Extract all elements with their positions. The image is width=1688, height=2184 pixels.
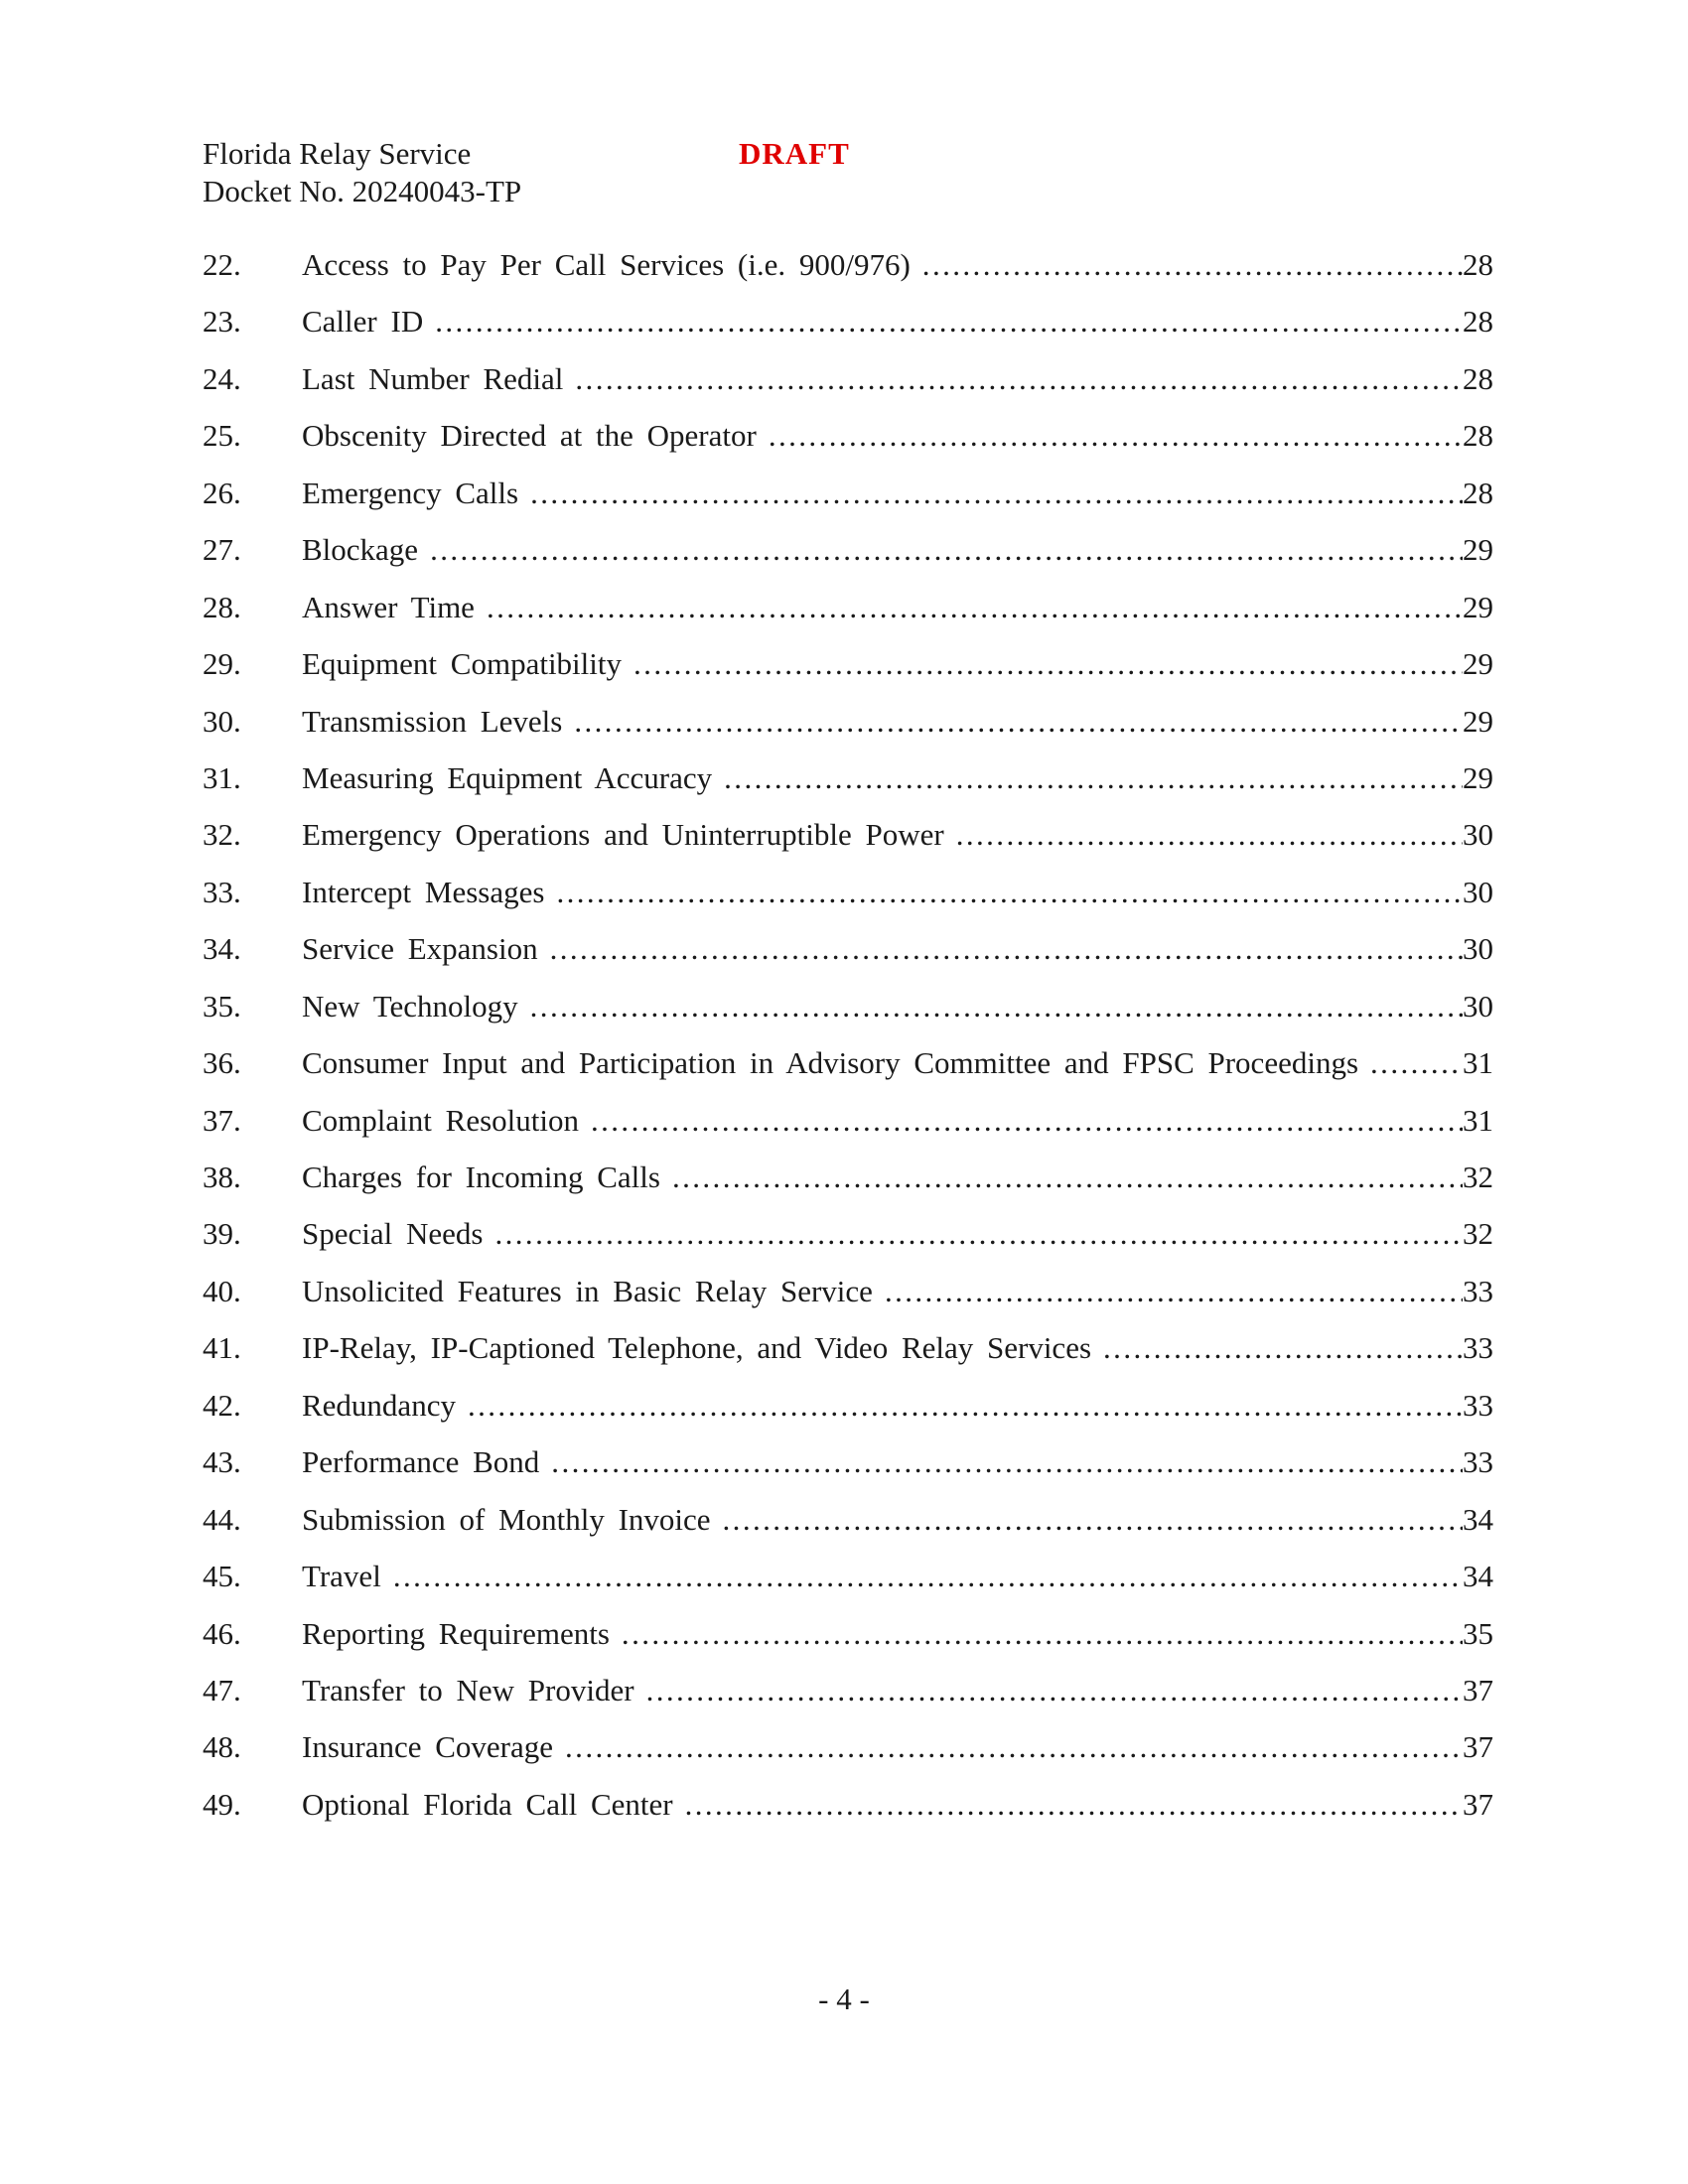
toc-entry-title: Measuring Equipment Accuracy (302, 759, 713, 795)
toc-entry-page: 30 (1463, 874, 1493, 909)
toc-entry-title: New Technology (302, 988, 518, 1024)
toc-entry-title: Emergency Calls (302, 475, 519, 510)
toc-dot-leader (393, 1558, 1463, 1595)
toc-entry-title: Performance Bond (302, 1444, 540, 1480)
toc-dot-leader (633, 645, 1463, 683)
toc-dot-leader (1103, 1329, 1463, 1367)
document-header (203, 135, 1493, 210)
toc-entry (203, 1786, 1493, 1843)
toc-dot-leader (430, 531, 1463, 569)
toc-entry-number: 38. (203, 1160, 241, 1194)
toc-entry (203, 703, 1493, 759)
toc-entry-title: Special Needs (302, 1216, 484, 1252)
toc-entry-number: 40. (203, 1273, 241, 1308)
toc-entry-page: 33 (1463, 1330, 1493, 1366)
toc-entry (203, 303, 1493, 359)
toc-entry-title: Last Number Redial (302, 360, 564, 396)
toc-entry-title: Consumer Input and Participation in Advisory Committee and FPSC Proceedings (302, 1045, 1359, 1081)
toc-dot-leader (723, 1501, 1463, 1539)
toc-entry-page: 29 (1463, 759, 1493, 795)
toc-entry-page: 31 (1463, 1102, 1493, 1138)
toc-entry-number: 36. (203, 1045, 241, 1081)
toc-entry-number: 26. (203, 475, 241, 510)
toc-entry (203, 531, 1493, 588)
toc-entry-page: 30 (1463, 817, 1493, 853)
toc-entry-number: 22. (203, 247, 241, 282)
toc-entry (203, 1044, 1493, 1101)
toc-entry (203, 1728, 1493, 1785)
toc-dot-leader (530, 988, 1463, 1025)
toc-entry-page: 28 (1463, 360, 1493, 396)
toc-entry-title: Blockage (302, 532, 419, 568)
toc-dot-leader (575, 360, 1463, 398)
toc-entry-page: 28 (1463, 304, 1493, 340)
toc-entry-page: 35 (1463, 1615, 1493, 1651)
toc-entry-title: Submission of Monthly Invoice (302, 1501, 711, 1537)
toc-dot-leader (556, 874, 1463, 911)
toc-dot-leader (551, 1443, 1463, 1481)
toc-entry (203, 1387, 1493, 1443)
toc-entry-page: 37 (1463, 1672, 1493, 1707)
toc-entry-number: 39. (203, 1216, 241, 1252)
toc-entry-page: 37 (1463, 1786, 1493, 1822)
header-organization: Florida Relay Service (203, 136, 472, 171)
toc-dot-leader (530, 475, 1463, 512)
toc-entry (203, 988, 1493, 1044)
toc-entry-title: Caller ID (302, 304, 424, 340)
toc-entry-title: Emergency Operations and Uninterruptible Power (302, 817, 944, 853)
header-docket-number: Docket No. 20240043-TP (203, 174, 522, 208)
toc-entry-number: 45. (203, 1559, 241, 1594)
toc-entry-page: 28 (1463, 247, 1493, 282)
toc-entry (203, 1329, 1493, 1386)
toc-entry-page: 33 (1463, 1444, 1493, 1480)
toc-dot-leader (646, 1672, 1463, 1709)
toc-dot-leader (591, 1102, 1463, 1140)
toc-entry-page: 33 (1463, 1387, 1493, 1423)
toc-entry (203, 475, 1493, 531)
toc-entry-title: Optional Florida Call Center (302, 1786, 673, 1822)
toc-entry-page: 28 (1463, 475, 1493, 510)
toc-entry-title: Transmission Levels (302, 703, 563, 739)
toc-entry (203, 360, 1493, 417)
toc-entry-page: 34 (1463, 1559, 1493, 1594)
toc-dot-leader (769, 417, 1463, 455)
toc-entry (203, 1558, 1493, 1614)
toc-entry (203, 417, 1493, 474)
toc-entry-title: IP-Relay, IP-Captioned Telephone, and Video Relay Services (302, 1330, 1092, 1366)
toc-entry (203, 1273, 1493, 1329)
toc-entry-page: 29 (1463, 589, 1493, 624)
toc-entry-page: 31 (1463, 1045, 1493, 1081)
toc-entry-title: Answer Time (302, 589, 475, 624)
toc-entry (203, 1615, 1493, 1672)
toc-entry-number: 34. (203, 931, 241, 967)
toc-entry-number: 35. (203, 988, 241, 1024)
toc-entry-page: 34 (1463, 1501, 1493, 1537)
toc-entry-page: 28 (1463, 418, 1493, 454)
toc-entry-number: 37. (203, 1102, 241, 1138)
toc-entry-number: 41. (203, 1330, 241, 1366)
toc-entry-number: 31. (203, 759, 241, 795)
toc-entry-title: Access to Pay Per Call Services (i.e. 900/976) (302, 247, 911, 282)
toc-entry-number: 42. (203, 1387, 241, 1423)
toc-entry (203, 1501, 1493, 1558)
toc-entry-number: 24. (203, 360, 241, 396)
toc-entry-number: 32. (203, 817, 241, 853)
toc-entry (203, 930, 1493, 987)
toc-entry-title: Obscenity Directed at the Operator (302, 418, 757, 454)
toc-entry (203, 1215, 1493, 1272)
toc-dot-leader (672, 1159, 1463, 1196)
toc-entry-title: Unsolicited Features in Basic Relay Service (302, 1273, 873, 1308)
toc-entry-number: 48. (203, 1729, 241, 1765)
toc-entry-number: 23. (203, 304, 241, 340)
toc-entry (203, 645, 1493, 702)
toc-entry (203, 1159, 1493, 1215)
toc-dot-leader (685, 1786, 1463, 1824)
toc-dot-leader (922, 246, 1463, 284)
toc-entry-title: Service Expansion (302, 931, 538, 967)
toc-entry-title: Intercept Messages (302, 874, 545, 909)
toc-entry-number: 33. (203, 874, 241, 909)
toc-entry-page: 37 (1463, 1729, 1493, 1765)
toc-entry-page: 33 (1463, 1273, 1493, 1308)
toc-entry-page: 29 (1463, 646, 1493, 682)
toc-dot-leader (622, 1615, 1463, 1653)
toc-entry-number: 46. (203, 1615, 241, 1651)
draft-watermark-label: DRAFT (739, 136, 850, 171)
toc-entry-number: 27. (203, 532, 241, 568)
toc-entry-number: 28. (203, 589, 241, 624)
toc-entry-title: Complaint Resolution (302, 1102, 579, 1138)
toc-entry-number: 25. (203, 418, 241, 454)
toc-entry (203, 246, 1493, 303)
toc-entry (203, 874, 1493, 930)
toc-entry-title: Reporting Requirements (302, 1615, 610, 1651)
toc-entry (203, 1443, 1493, 1500)
toc-dot-leader (956, 816, 1463, 854)
toc-entry (203, 589, 1493, 645)
toc-entry (203, 759, 1493, 816)
toc-entry-page: 30 (1463, 931, 1493, 967)
toc-entry-page: 32 (1463, 1216, 1493, 1252)
table-of-contents (203, 246, 1493, 1843)
toc-dot-leader (435, 303, 1463, 341)
toc-entry-title: Redundancy (302, 1387, 456, 1423)
toc-entry-title: Charges for Incoming Calls (302, 1160, 660, 1194)
toc-entry-title: Transfer to New Provider (302, 1672, 634, 1707)
toc-entry-title: Insurance Coverage (302, 1729, 554, 1765)
toc-dot-leader (574, 703, 1463, 741)
toc-entry-title: Travel (302, 1559, 381, 1594)
toc-dot-leader (885, 1273, 1463, 1310)
toc-dot-leader (565, 1728, 1463, 1766)
toc-dot-leader (487, 589, 1463, 626)
toc-entry-page: 29 (1463, 703, 1493, 739)
toc-entry-number: 43. (203, 1444, 241, 1480)
toc-entry-number: 44. (203, 1501, 241, 1537)
toc-entry-page: 30 (1463, 988, 1493, 1024)
toc-dot-leader (550, 930, 1463, 968)
toc-entry-number: 47. (203, 1672, 241, 1707)
toc-dot-leader (468, 1387, 1463, 1425)
toc-entry (203, 1102, 1493, 1159)
toc-dot-leader (724, 759, 1463, 797)
page-number: - 4 - (818, 1981, 870, 2016)
toc-entry-page: 29 (1463, 532, 1493, 568)
toc-dot-leader (1370, 1044, 1463, 1082)
toc-entry (203, 1672, 1493, 1728)
toc-entry-title: Equipment Compatibility (302, 646, 623, 682)
toc-entry (203, 816, 1493, 873)
toc-entry-number: 30. (203, 703, 241, 739)
toc-entry-number: 49. (203, 1786, 241, 1822)
toc-dot-leader (494, 1215, 1463, 1253)
toc-entry-page: 32 (1463, 1160, 1493, 1194)
toc-entry-number: 29. (203, 646, 241, 682)
